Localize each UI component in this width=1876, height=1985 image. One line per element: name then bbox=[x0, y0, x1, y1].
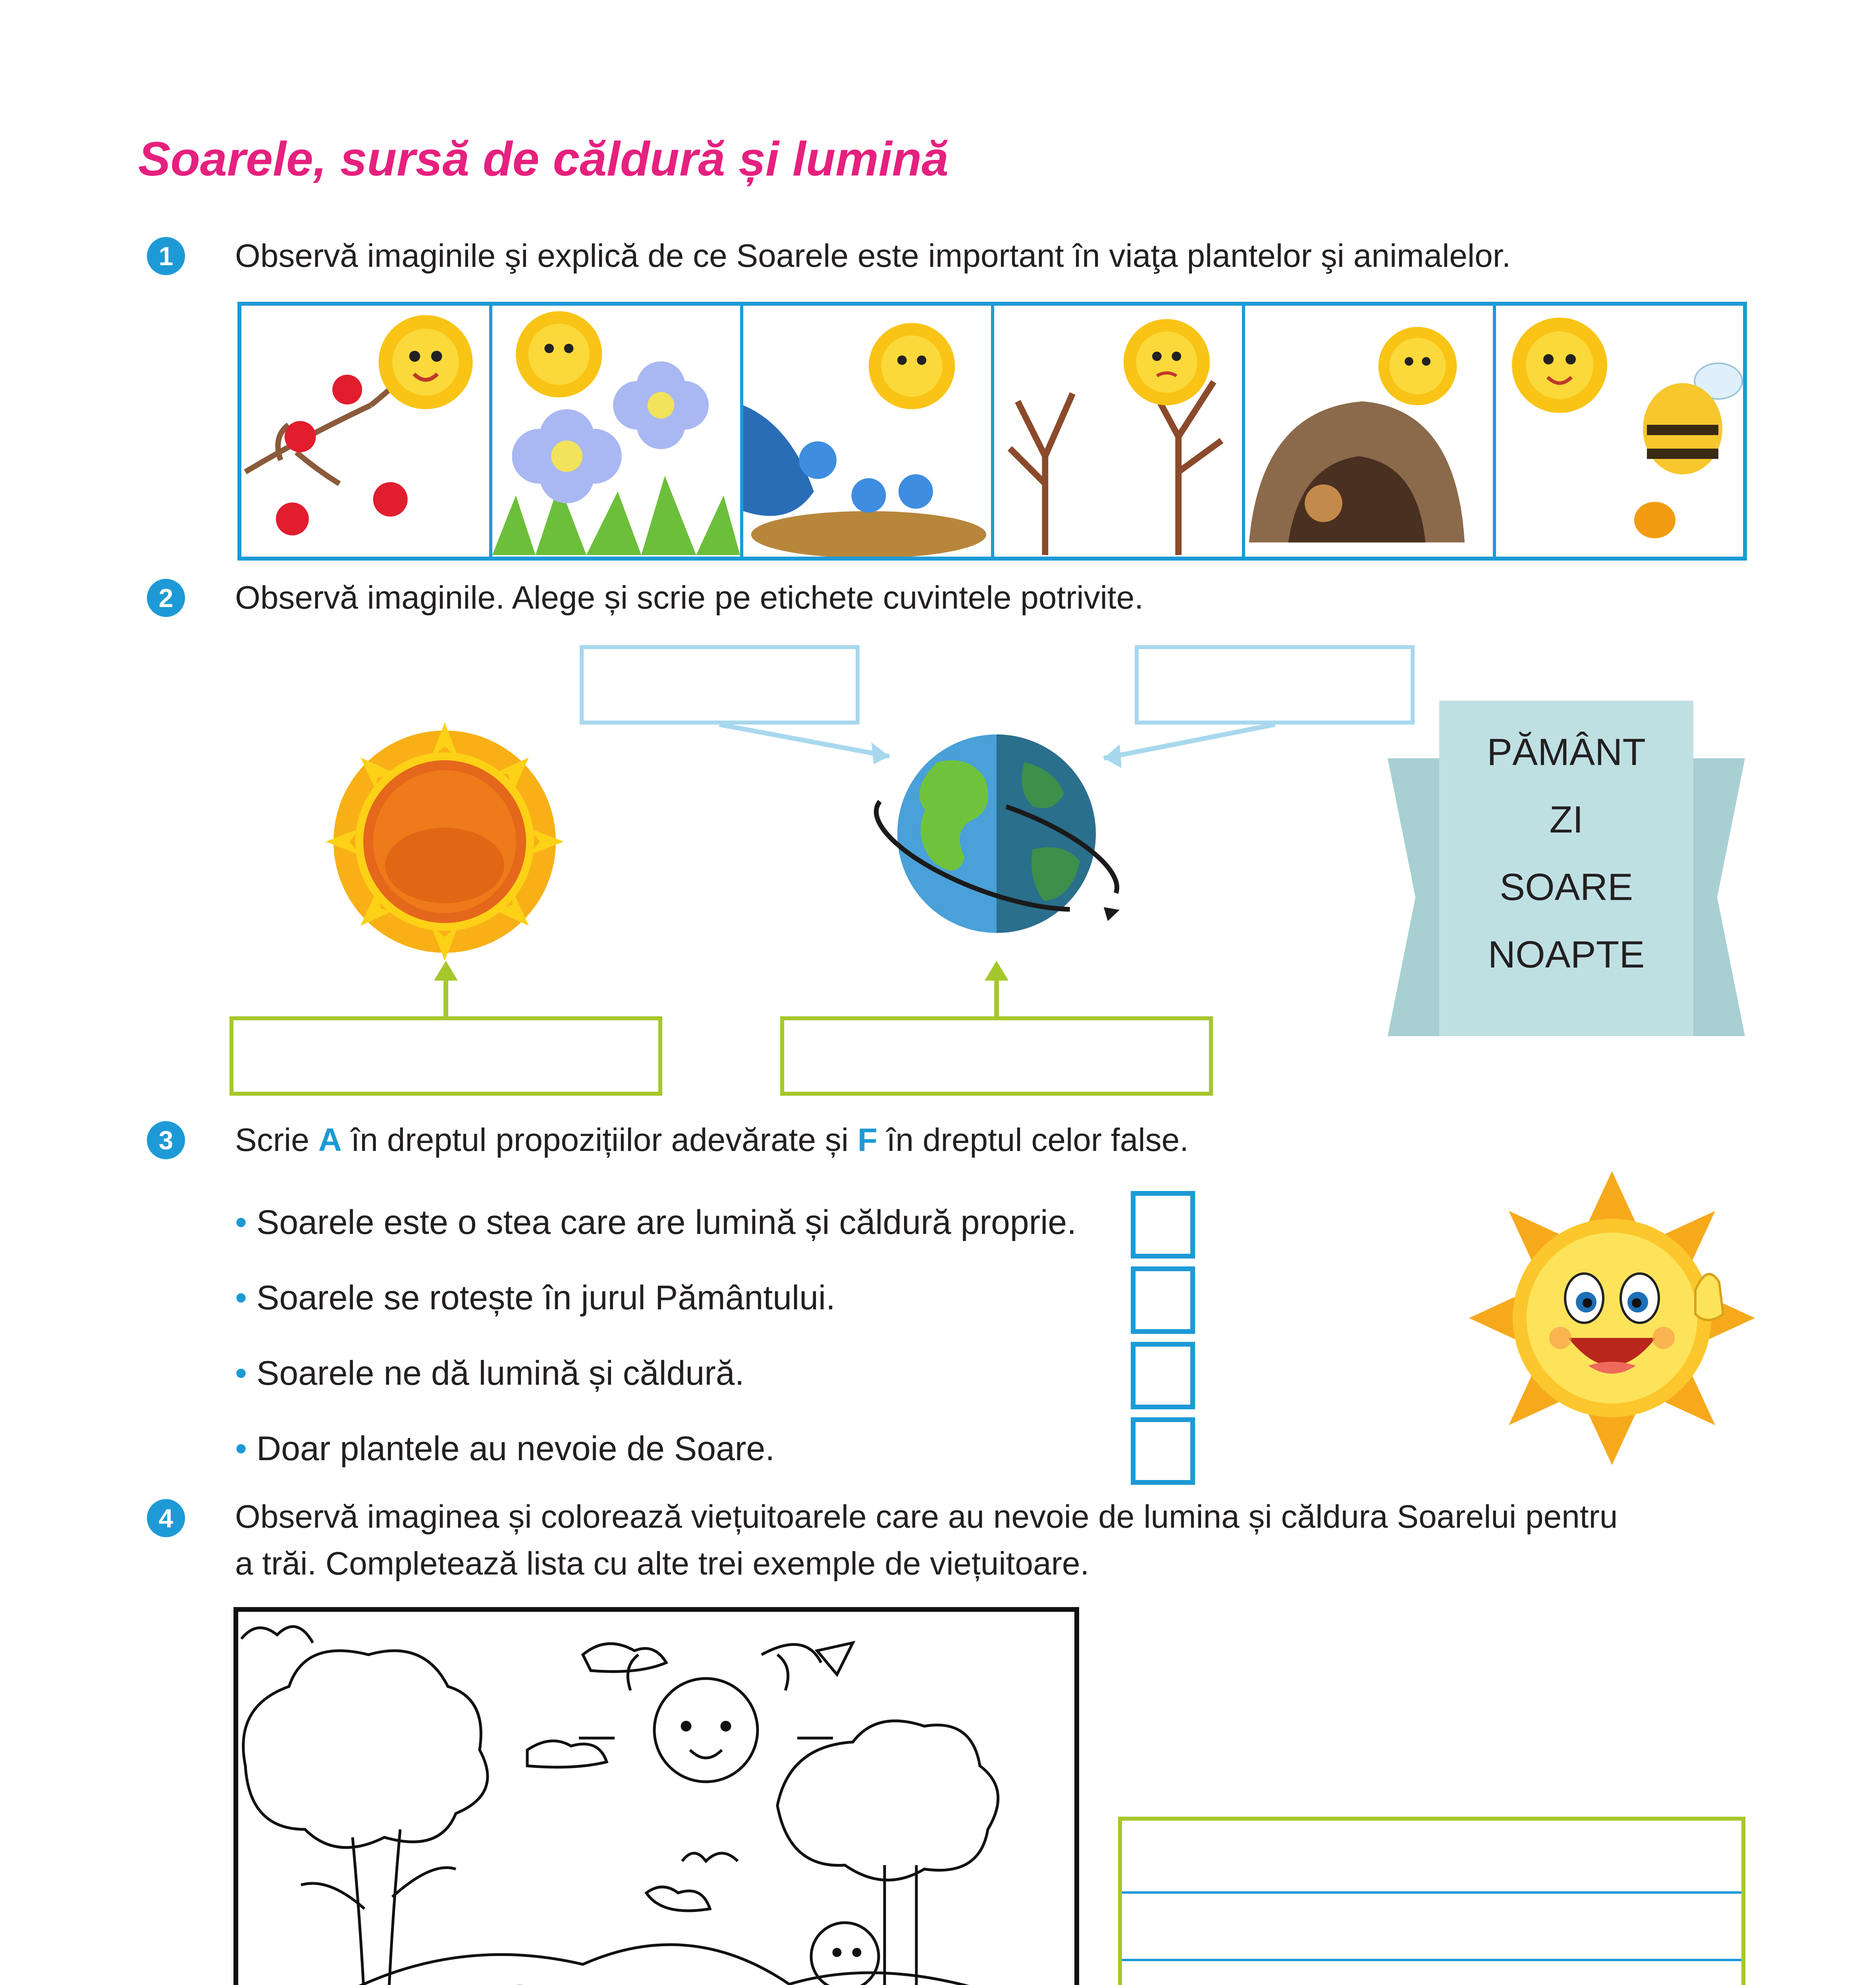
statement-text: Soarele se rotește în jurul Pământului. bbox=[256, 1279, 836, 1317]
statement-text: Soarele ne dă lumină și căldură. bbox=[256, 1354, 744, 1392]
page-title: Soarele, sursă de căldură și lumină bbox=[138, 132, 949, 186]
statement-3 bbox=[235, 1354, 744, 1393]
exercise-3-instruction bbox=[235, 1122, 1189, 1159]
instruction-part: în dreptul celor false. bbox=[877, 1122, 1189, 1158]
exercise-1-number: 1 bbox=[147, 237, 185, 275]
statement-text: Soarele este o stea care are lumină și căldură proprie. bbox=[256, 1203, 1077, 1241]
letter-f: F bbox=[857, 1122, 877, 1158]
sun-icon bbox=[326, 723, 564, 961]
answer-box-1[interactable] bbox=[1131, 1191, 1195, 1258]
statement-2 bbox=[235, 1278, 835, 1318]
statement-1 bbox=[235, 1203, 1076, 1242]
instruction-part: în dreptul propozițiilor adevărate și bbox=[341, 1122, 858, 1158]
letter-a: A bbox=[318, 1122, 342, 1158]
bullet-icon: • bbox=[235, 1279, 247, 1317]
writing-line bbox=[1122, 1959, 1741, 1961]
answer-box-3[interactable] bbox=[1131, 1342, 1195, 1409]
forest-coloring-image bbox=[233, 1607, 1079, 1985]
answer-box-4[interactable] bbox=[1131, 1417, 1195, 1485]
writing-line bbox=[1122, 1891, 1741, 1894]
exercise-1-instruction: Observă imaginile şi explică de ce Soarele este important în viaţa plantelor şi animalelor. bbox=[235, 238, 1511, 274]
exercise-3-number: 3 bbox=[147, 1121, 185, 1159]
bullet-icon: • bbox=[235, 1354, 247, 1392]
answer-box-2[interactable] bbox=[1131, 1266, 1195, 1334]
statement-4 bbox=[235, 1429, 775, 1469]
word-bank-item: ZI bbox=[1549, 798, 1583, 841]
exercise-4-number: 4 bbox=[147, 1499, 185, 1537]
exercise-4-instruction-line-2: a trăi. Completează lista cu alte trei exemple de viețuitoare. bbox=[235, 1546, 1089, 1582]
statement-text: Doar plantele au nevoie de Soare. bbox=[256, 1430, 775, 1468]
exercise-2-number: 2 bbox=[147, 579, 185, 617]
word-bank-item: PĂMÂNT bbox=[1487, 731, 1646, 773]
bullet-icon: • bbox=[235, 1203, 247, 1241]
exercise-2-instruction: Observă imaginile. Alege și scrie pe etichete cuvintele potrivite. bbox=[235, 580, 1144, 616]
word-bank-item: NOAPTE bbox=[1488, 933, 1645, 976]
smiling-sun-mascot bbox=[1469, 1171, 1755, 1465]
viewtuitoare-list-box[interactable] bbox=[1118, 1817, 1745, 1985]
word-bank-item: SOARE bbox=[1499, 866, 1633, 908]
instruction-part: Scrie bbox=[235, 1122, 318, 1158]
bullet-icon: • bbox=[235, 1430, 247, 1468]
exercise-4-instruction-line-1: Observă imaginea și colorează viețuitoarele care au nevoie de lumina și căldura Soarelui pentru bbox=[235, 1499, 1618, 1535]
earth-icon bbox=[866, 730, 1128, 937]
